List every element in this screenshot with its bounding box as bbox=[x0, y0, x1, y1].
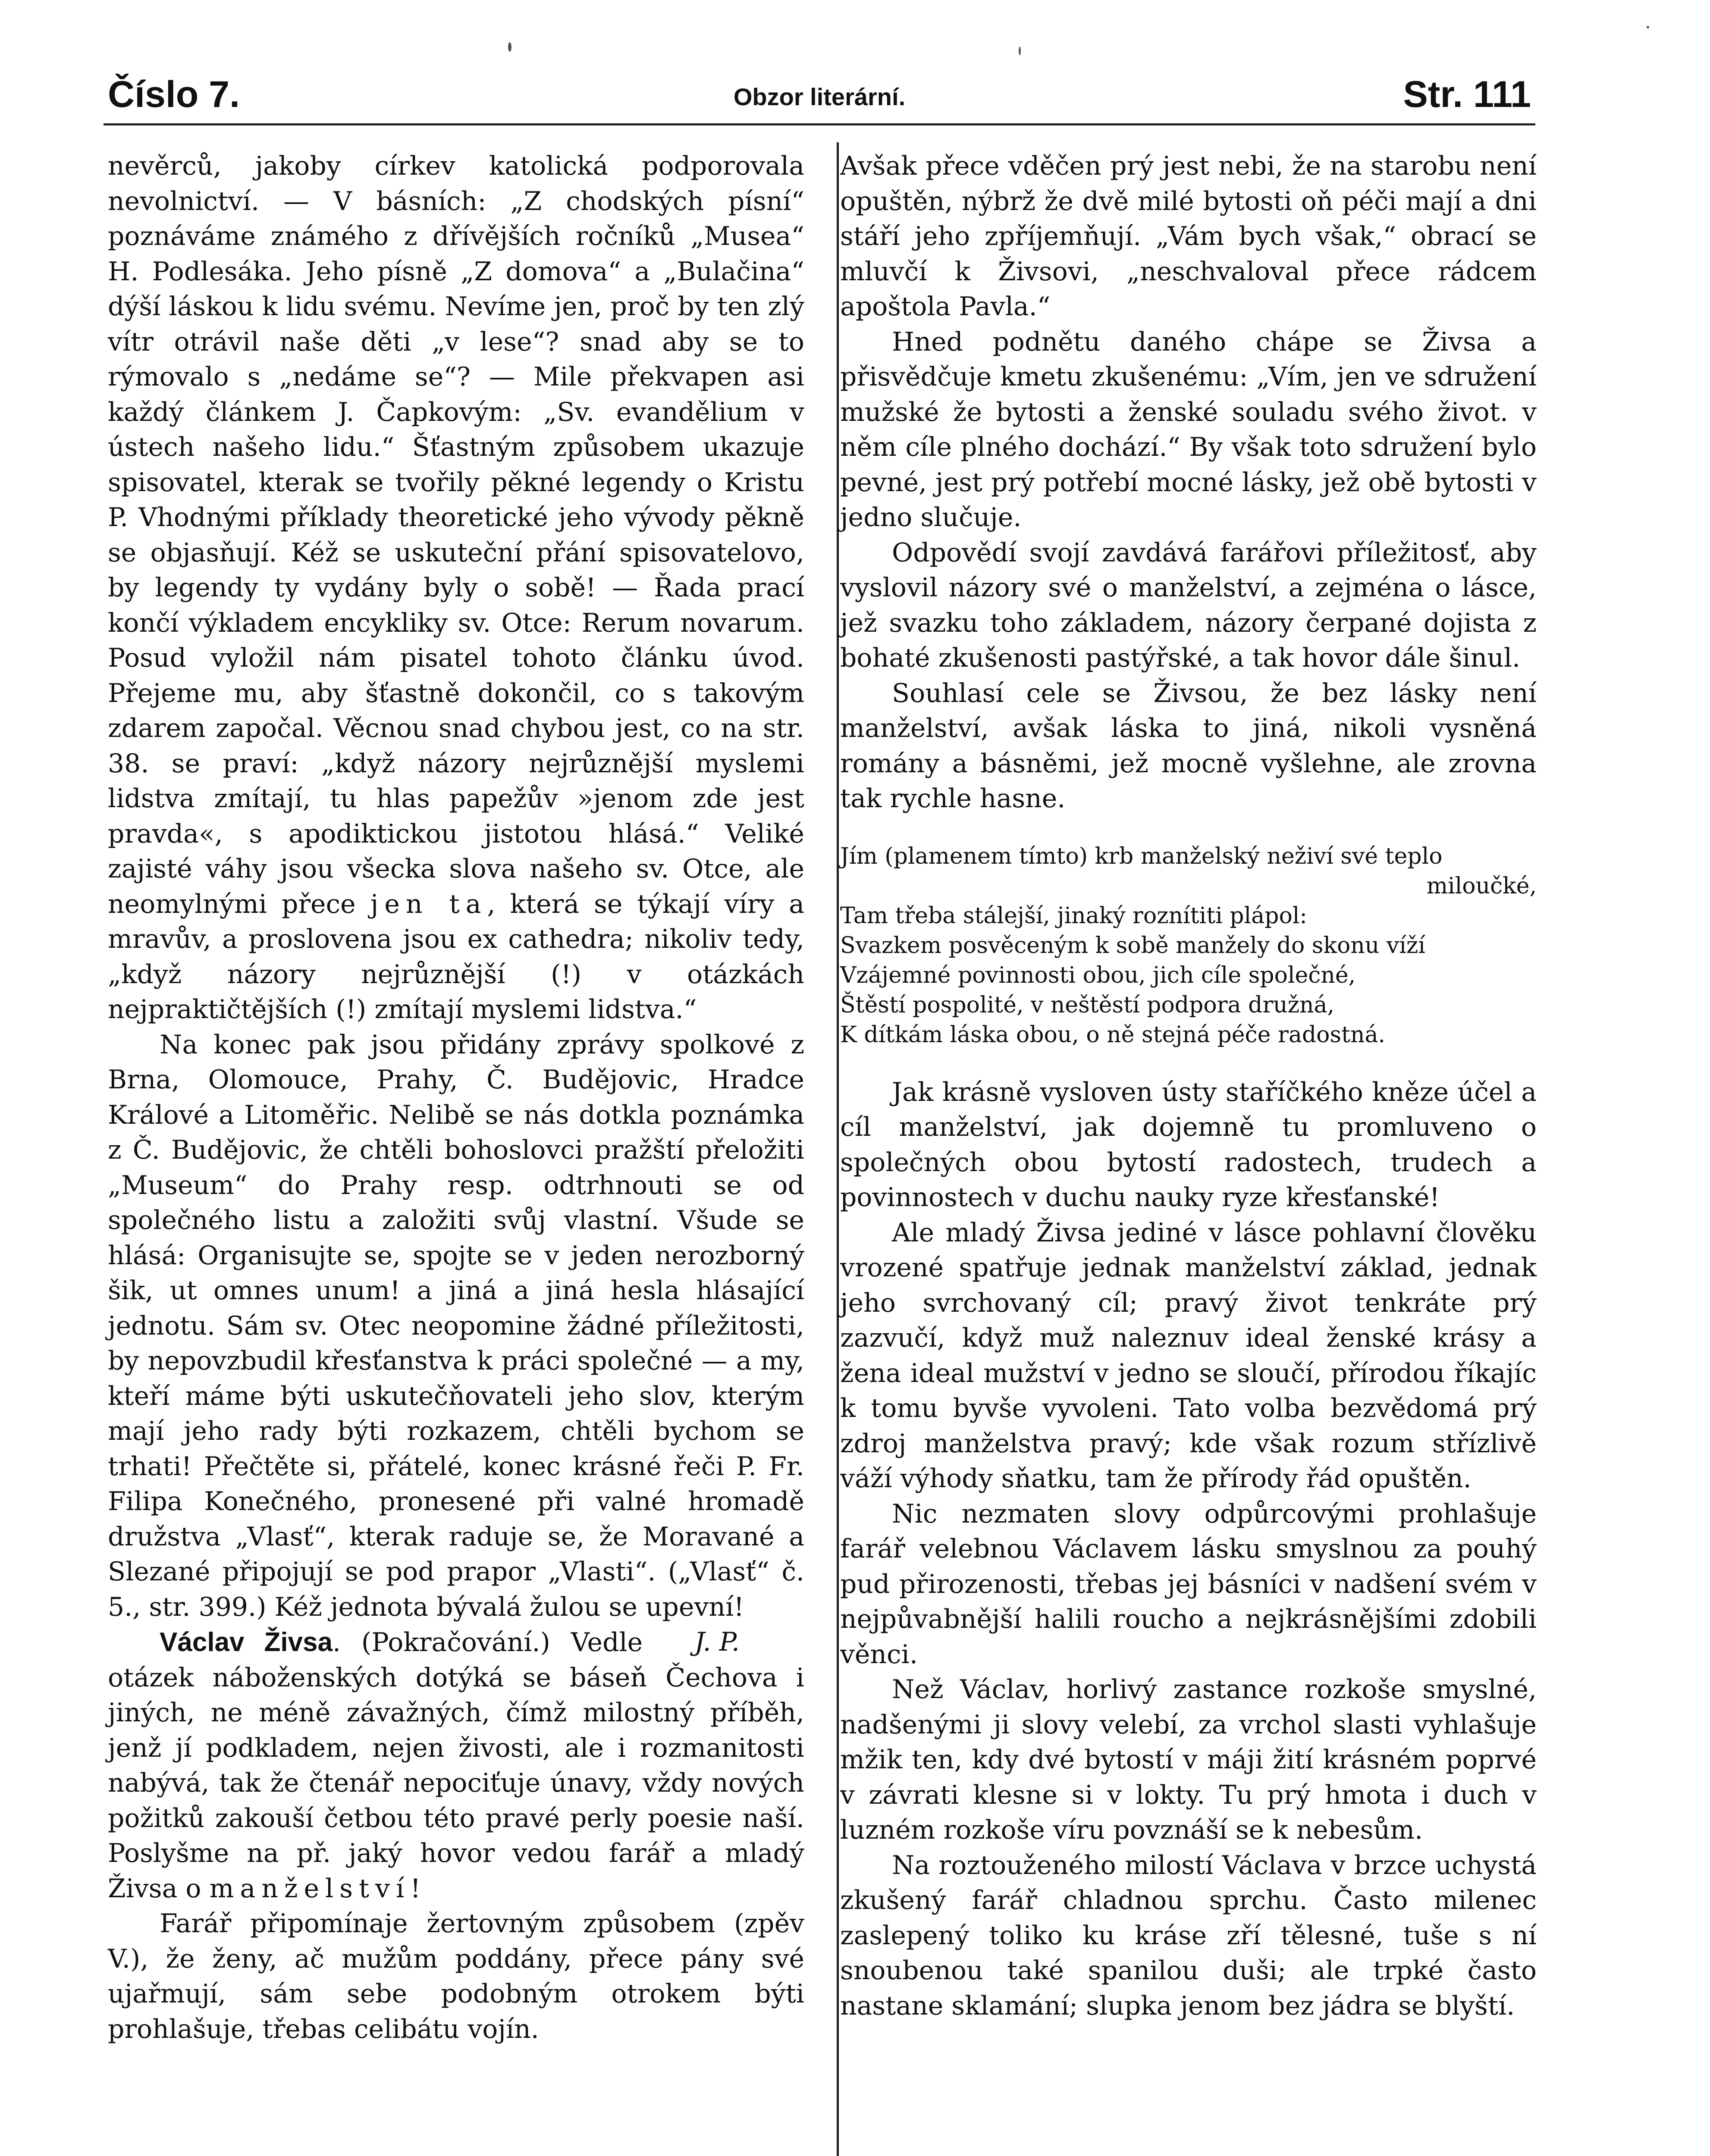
paragraph-text: nevěrců, jakoby církev katolická podporovala nevolnictví. — V básních: „Z chodských písní“ poznáváme známého z dřívějších ročníků „Musea“ H. Podlesáka. Jeho písně „Z domova“ a „Bulačina“ dýší láskou k lidu svému. Nevíme jen, proč by ten zlý vítr otrávil naše děti „v lese“? snad aby se to rýmovalo s „nedáme se“? — Mile překvapen asi každý článkem J. Čapkovým: „Sv. evandělium v ústech našeho lidu.“ Šťastným způsobem ukazuje spisovatel, kterak se tvořily pěkné legendy o Kristu P. Vhodnými příklady theoretické jeho vývody pěkně se objasňují. Kéž se uskuteční přání spisovatelovo, by legendy ty vydány byly o sobě! — Řada prací končí výkladem encykliky sv. Otce: Rerum novarum. Posud vyložil nám pisatel tohoto článku úvod. Přejeme mu, aby šťastně dokončil, co s takovým zdarem započal. Věcnou snad chybou jest, co na str. 38. se praví: „když názory nejrůznější myslemi lidstva zmítají, tu hlas papežův »jenom zde jest pravda«, s apodiktickou jistotou hlásá.“ Veliké zajisté váhy jsou všecka slova našeho sv. Otce, ale neomylnými přece bbox=[108, 151, 804, 919]
paragraph: Na roztouženého milostí Václava v brzce uchystá zkušený farář chladnou sprchu. Často milenec zaslepený toliko ku kráse zří tělesné, tuše s ní snoubenou také spanilou duši; ale trpké často nastane sklamání; slupka jenom bez jádra se blyští. bbox=[840, 1850, 1537, 2021]
paragraph: Odpovědí svojí zavdává farářovi příležitosť, aby vyslovil názory své o manželství, a zejména o lásce, jež svazku toho základem, názory čerpané dojista z bohaté zkušenosti pastýřské, a tak hovor dále šinul. bbox=[840, 537, 1537, 673]
author-signature: J. P. bbox=[694, 1627, 740, 1657]
paragraph bbox=[108, 149, 804, 1028]
poem-line: Jím (plamenem tímto) krb manželský neživí své teplo bbox=[840, 843, 1443, 869]
poem-line: Vzájemné povinnosti obou, jich cíle společné, bbox=[840, 962, 1356, 988]
paragraph-text: Na konec pak jsou přidány zprávy spolkové z Brna, Olomouce, Prahy, Č. Budějovic, Hradce Králové a Litoměřic. Nelibě se nás dotkla poznámka z Č. Budějovic, že chtěli bohoslovci pražští přeložiti „Museum“ do Prahy resp. odtrhnouti se od společného listu a založiti svůj vlastní. Všude se hlásá: Organisujte se, spojte se v jeden nerozborný šik, ut omnes unum! a jiná a jiná hesla hlásající jednotu. Sám sv. Otec neopomine žádné příležitosti, by nepovzbudil křesťanstva k práci společné — a my, kteří máme býti uskutečňovateli jeho slov, kterým mají jeho rady býti rozkazem, chtěli bychom se trhati! Přečtěte si, přátelé, konec krásné řeči P. Fr. Filipa Konečného, pronesené při valné hromadě družstva „Vlasť“, kterak raduje se, že Moravané a Slezané připojují se pod prapor „Vlasti“. („Vlasť“ č. 5., str. 399.) Kéž jednota bývalá žulou se upevní! bbox=[108, 1029, 804, 1622]
poem-line: Štěstí pospolité, v neštěstí podpora družná, bbox=[840, 992, 1335, 1018]
paragraph: Souhlasí cele se Živsou, že bez lásky není manželství, avšak láska to jiná, nikoli vysněná romány a básněmi, jež mocně vyšlehne, ale zrovna tak rychle hasne. bbox=[840, 678, 1537, 814]
article-heading: Václav Živsa bbox=[160, 1627, 333, 1657]
paragraph bbox=[108, 1625, 804, 1906]
paragraph: Hned podnětu daného chápe se Živsa a přisvědčuje kmetu zkušenému: „Vím, jen ve sdružení mužské že bytosti a ženské souladu svého život. v něm cíle plného dochází.“ By však toto sdružení bylo pevné, jest prý potřebí mocné lásky, jež obě bytosti v jedno slučuje. bbox=[840, 326, 1537, 533]
column-divider bbox=[837, 142, 839, 2156]
paragraph: Než Václav, horlivý zastance rozkoše smyslné, nadšenými ji slovy velebí, za vrchol slasti vyhlašuje mžik ten, kdy dvé bytostí v máji žití krásném poprvé v závrati klesne si v lokty. Tu prý hmota i duch v luzném rozkoše víru povznáší se k nebesům. bbox=[840, 1674, 1537, 1845]
right-column bbox=[840, 149, 1537, 2024]
poem-line: K dítkám láska obou, o ně stejná péče radostná. bbox=[840, 1022, 1386, 1048]
paragraph-text: ! bbox=[410, 1873, 421, 1904]
poem-line: miloučké, bbox=[1426, 873, 1537, 899]
scan-speck bbox=[508, 42, 511, 52]
paragraph-text: , která se týkají víry a mravův, a proslovena jsou ex cathedra; nikoliv tedy, „když názory nejrůznější (!) v otázkách nejpraktičtějších (!) zmítají myslemi lidstva.“ bbox=[108, 889, 804, 1025]
emphasized-text: manželství bbox=[209, 1873, 411, 1904]
poem-quote bbox=[840, 842, 1537, 1050]
page-header bbox=[108, 65, 1531, 129]
poem-line: Svazkem posvěceným k sobě manžely do skonu víží bbox=[840, 932, 1425, 959]
issue-number: Číslo 7. bbox=[108, 74, 240, 115]
left-column bbox=[108, 149, 804, 2047]
emphasized-text: jen ta bbox=[370, 889, 487, 919]
poem-line: Tam třeba stálejší, jinaký roznítiti plápol: bbox=[840, 903, 1307, 929]
header-rule bbox=[104, 123, 1535, 125]
paragraph-text: . (Pokračování.) Vedle otázek náboženských dotýká se báseň Čechova i jiných, ne méně závažných, čímž milostný příběh, jenž jí podkladem, nejen živosti, ale i rozmanitosti nabývá, tak že čtenář nepociťuje únavy, vždy nových požitků zakouší četbou této pravé perly poesie naší. Poslyšme na př. jaký hovor vedou farář a mladý Živsa o bbox=[108, 1627, 804, 1904]
paragraph: Farář připomínaje žertovným způsobem (zpěv V.), že ženy, ač mužům poddány, přece pány své ujařmují, sám sebe podobným otrokem býti prohlašuje, třebas celibátu vojín. bbox=[108, 1908, 804, 2044]
scan-speck bbox=[1019, 47, 1021, 55]
page-number: Str. 111 bbox=[1403, 74, 1531, 115]
paragraph: Avšak přece vděčen prý jest nebi, že na starobu není opuštěn, nýbrž že dvě milé bytosti oň péči mají a dni stáří jeho zpříjemňují. „Vám bych však,“ obrací se mluvčí k Živsovi, „neschvaloval přece rádcem apoštola Pavla.“ bbox=[840, 151, 1537, 322]
paragraph: Ale mladý Živsa jediné v lásce pohlavní člověku vrozené spatřuje jednak manželství základ, jednak jeho svrchovaný cíl; pravý život tenkráte prý zazvučí, když muž naleznuv ideal ženské krásy a žena ideal mužství v jedno se sloučí, přírodou říkajíc k tomu byvše vyvoleni. Tato volba bezvědomá prý zdroj manželstva pravý; kde však rozum střízlivě váží výhody sňatku, tam že přírody řád opuštěn. bbox=[840, 1217, 1537, 1494]
journal-title: Obzor literární. bbox=[733, 83, 906, 110]
paragraph: Jak krásně vysloven ústy staříčkého kněze účel a cíl manželství, jak dojemně tu promluveno o společných obou bytostí radostech, trudech a povinnostech v duchu nauky ryze křesťanské! bbox=[840, 1077, 1537, 1213]
scan-speck bbox=[1647, 26, 1649, 28]
paragraph: Nic nezmaten slovy odpůrcovými prohlašuje farář velebnou Václavem lásku smyslnou za pouhý pud přirozenosti, třebas jej básníci v nadšení svém v nejpůvabnější halili roucho a nejkrásnějšími zdobili věnci. bbox=[840, 1498, 1537, 1670]
